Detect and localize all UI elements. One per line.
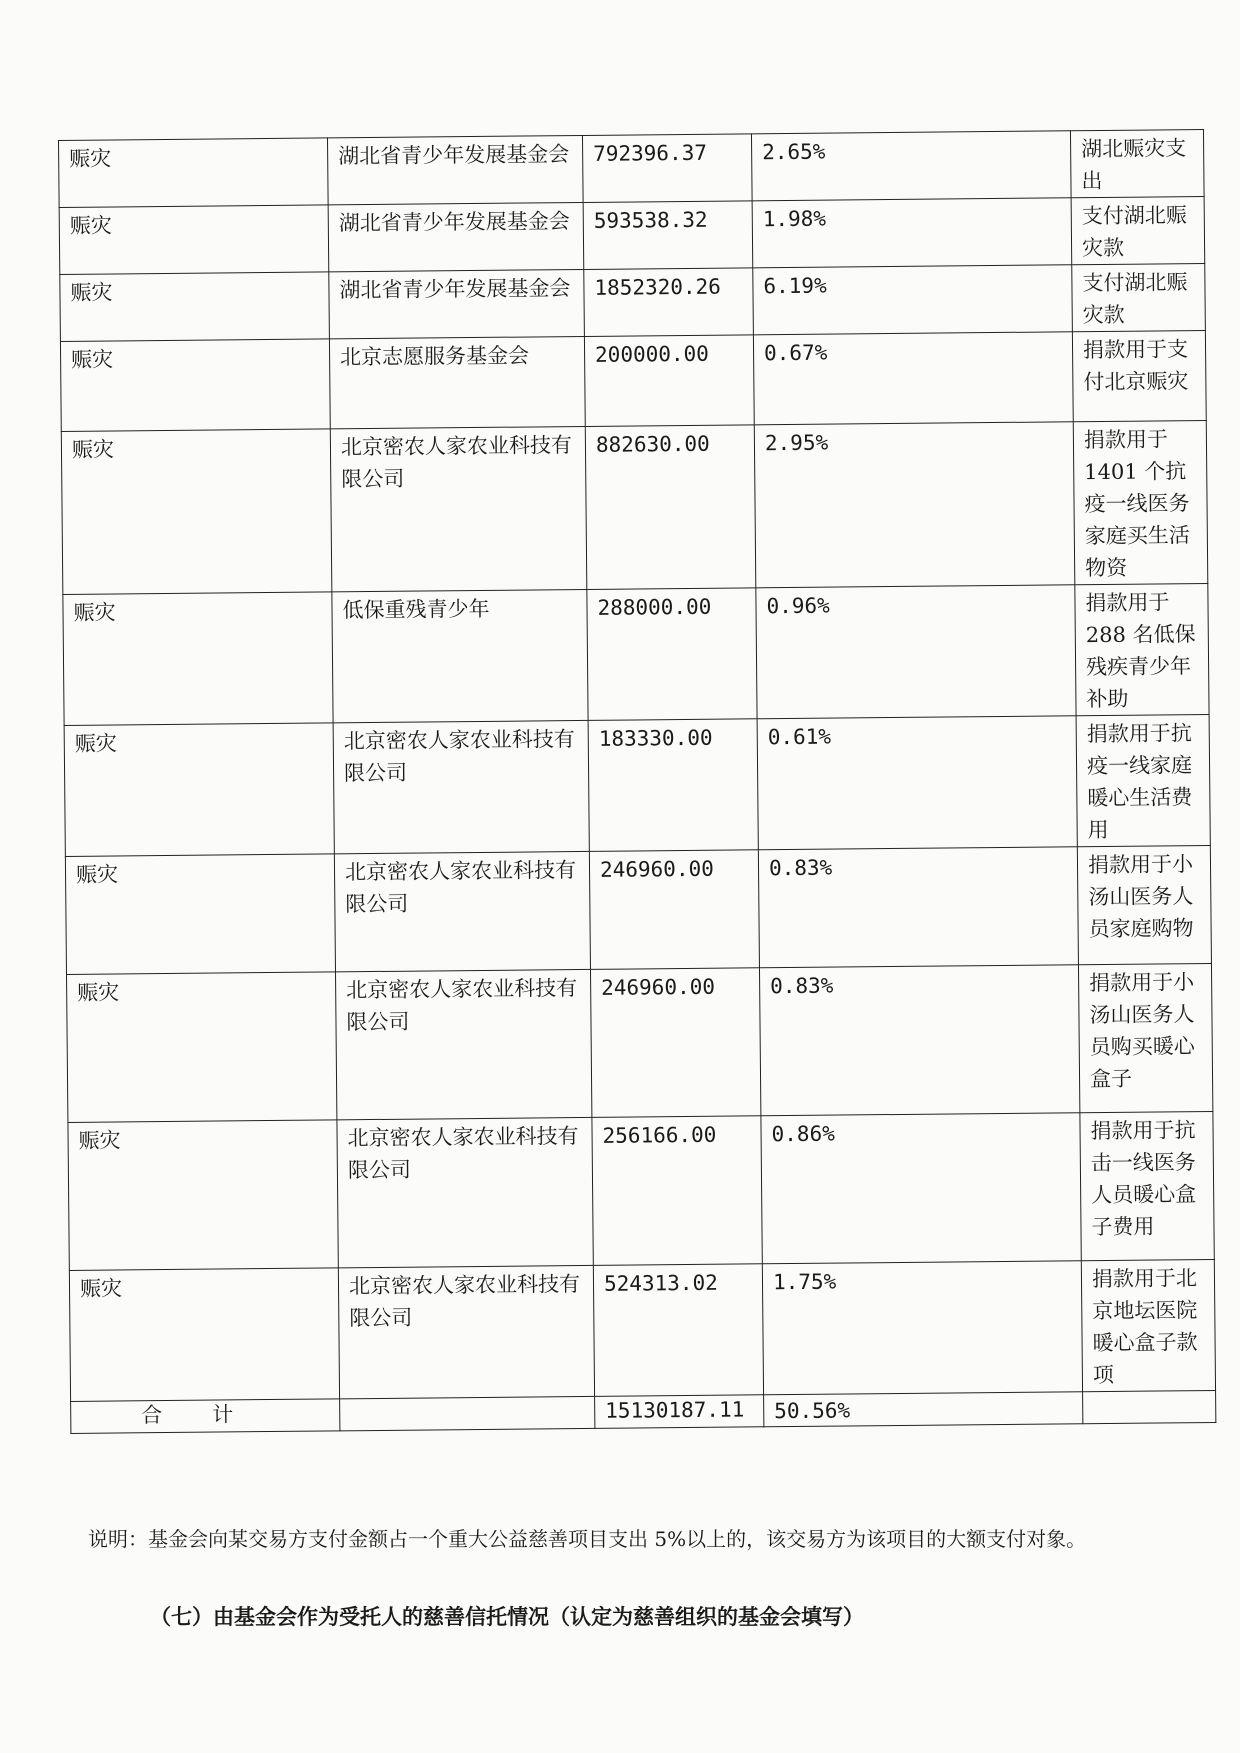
total-empty-cell: [340, 1396, 595, 1430]
recipient-cell: 北京志愿服务基金会: [329, 336, 585, 428]
table-row: [64, 714, 1210, 856]
usage-cell: 捐款用于支付北京赈灾: [1072, 330, 1206, 421]
usage-cell: 捐款用于抗疫一线家庭暖心生活费用: [1076, 714, 1210, 846]
usage-cell: 捐款用于北京地坛医院暖心盒子款项: [1081, 1259, 1215, 1391]
project-type-cell: 赈灾: [59, 138, 329, 208]
recipient-cell: 北京密农人家农业科技有限公司: [338, 1265, 594, 1398]
percentage-cell: 1.75%: [762, 1261, 1082, 1395]
usage-cell: 捐款用于288 名低保残疾青少年补助: [1075, 583, 1209, 715]
usage-cell: 捐款用于1401 个抗疫一线医务家庭买生活物资: [1073, 420, 1208, 584]
project-type-cell: 赈灾: [69, 1268, 339, 1402]
usage-cell: 捐款用于抗击一线医务人员暖心盒子费用: [1080, 1111, 1214, 1260]
table-row: [59, 197, 1205, 275]
project-type-cell: 赈灾: [68, 1120, 338, 1271]
project-type-cell: 赈灾: [65, 854, 335, 975]
recipient-cell: 北京密农人家农业科技有限公司: [330, 426, 587, 591]
section-heading: （七）由基金会作为受托人的慈善信托情况（认定为慈善组织的基金会填写）: [150, 1604, 864, 1629]
project-type-cell: 赈灾: [59, 205, 329, 275]
footnote: 说明：基金会向某交易方支付金额占一个重大公益慈善项目支出 5%以上的，该交易方为该项目的大额支付对象。: [88, 1527, 1087, 1551]
recipient-cell: 湖北省青少年发展基金会: [328, 202, 584, 271]
percentage-cell: 2.95%: [754, 422, 1075, 588]
project-type-cell: 赈灾: [64, 723, 334, 857]
table-row: [63, 583, 1209, 725]
amount-cell: 792396.37: [582, 134, 752, 203]
table-row: [68, 1111, 1214, 1270]
recipient-cell: 北京密农人家农业科技有限公司: [333, 720, 589, 853]
table-row: [67, 963, 1213, 1122]
amount-cell: 246960.00: [590, 968, 760, 1118]
usage-cell: 湖北赈灾支出: [1070, 130, 1204, 198]
percentage-cell: 0.96%: [756, 585, 1076, 719]
table-row: [61, 420, 1208, 594]
amount-cell: 1852320.26: [584, 268, 754, 337]
recipient-cell: 湖北省青少年发展基金会: [327, 135, 583, 204]
percentage-cell: 0.86%: [761, 1113, 1081, 1264]
usage-cell: 支付湖北赈灾款: [1072, 263, 1206, 331]
amount-cell: 593538.32: [583, 201, 753, 270]
amount-cell: 200000.00: [584, 335, 754, 427]
amount-cell: 183330.00: [588, 719, 758, 852]
amount-cell: 524313.02: [593, 1264, 763, 1397]
percentage-cell: 2.65%: [751, 131, 1071, 201]
amount-cell: 288000.00: [587, 588, 757, 721]
total-usage-cell: [1083, 1390, 1216, 1423]
project-type-cell: 赈灾: [60, 339, 330, 432]
percentage-cell: 0.61%: [757, 716, 1077, 850]
amount-cell: 882630.00: [585, 425, 756, 590]
usage-cell: 捐款用于小汤山医务人员购买暖心盒子: [1078, 963, 1212, 1112]
percentage-cell: 0.67%: [753, 332, 1073, 425]
table-row: [65, 845, 1211, 974]
percentage-cell: 0.83%: [759, 965, 1079, 1116]
percentage-cell: 0.83%: [758, 847, 1078, 968]
usage-cell: 捐款用于小汤山医务人员家庭购物: [1077, 845, 1211, 964]
table-row: [59, 130, 1205, 208]
total-label: 合计: [141, 1401, 284, 1428]
table-row: [69, 1259, 1215, 1401]
recipient-cell: 北京密农人家农业科技有限公司: [335, 969, 591, 1119]
recipient-cell: 湖北省青少年发展基金会: [329, 269, 585, 338]
total-label-cell: [71, 1399, 340, 1434]
table-row: [60, 330, 1206, 431]
recipient-cell: 北京密农人家农业科技有限公司: [337, 1117, 593, 1267]
table-row: [60, 263, 1206, 341]
recipient-cell: 北京密农人家农业科技有限公司: [334, 851, 590, 971]
project-type-cell: 赈灾: [61, 429, 332, 595]
total-amount-cell: 15130187.11: [595, 1395, 764, 1429]
percentage-cell: 1.98%: [752, 198, 1072, 268]
percentage-cell: 6.19%: [753, 265, 1073, 335]
usage-cell: 支付湖北赈灾款: [1071, 197, 1205, 265]
project-type-cell: 赈灾: [63, 592, 333, 726]
amount-cell: 246960.00: [589, 850, 759, 970]
project-type-cell: 赈灾: [60, 272, 330, 342]
recipient-cell: 低保重残青少年: [332, 589, 588, 722]
total-percentage-cell: 50.56%: [764, 1392, 1083, 1427]
project-type-cell: 赈灾: [67, 972, 337, 1123]
amount-cell: 256166.00: [592, 1116, 762, 1266]
payment-table: [58, 129, 1216, 1434]
